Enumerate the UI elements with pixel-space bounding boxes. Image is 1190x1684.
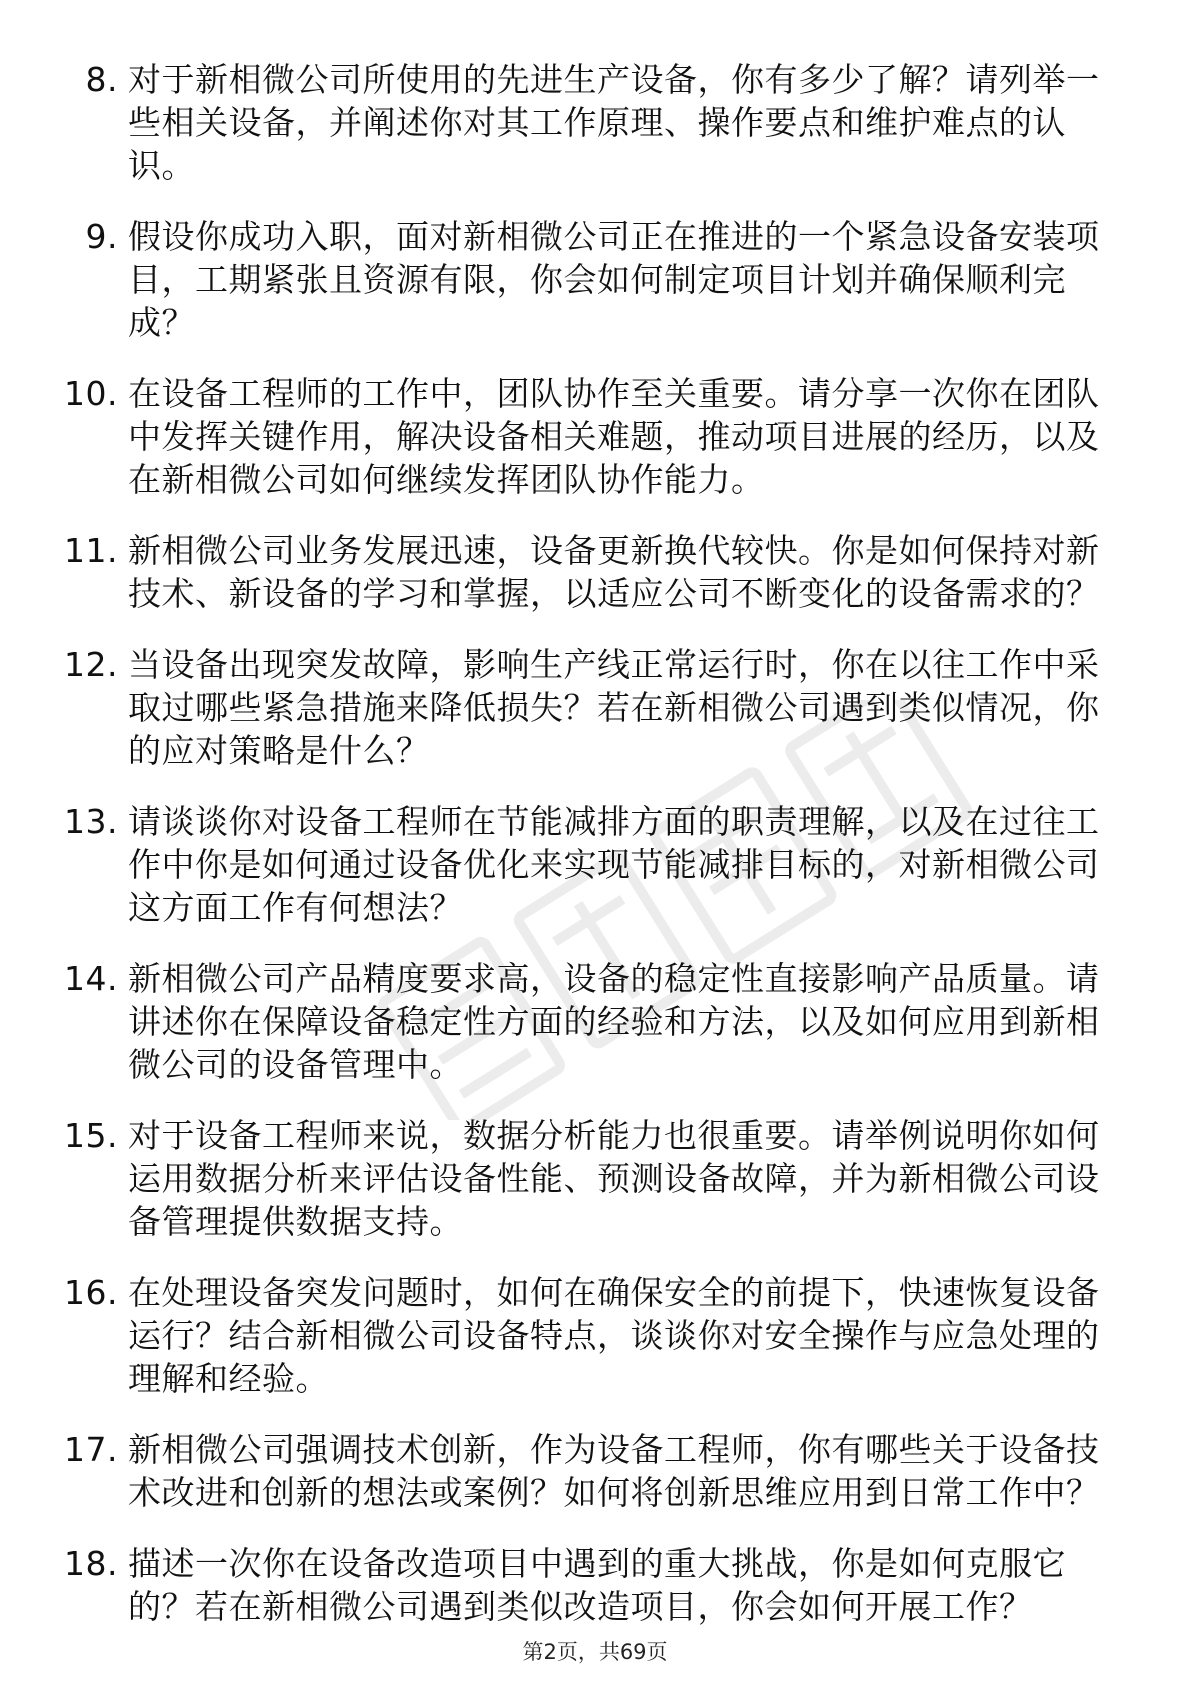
- question-number: 17.: [64, 1430, 118, 1469]
- question-number: 11.: [64, 531, 118, 570]
- question-number: 14.: [64, 959, 118, 998]
- question-item-17: [64, 1428, 1102, 1514]
- question-text: 在设备工程师的工作中，团队协作至关重要。请分享一次你在团队中发挥关键作用，解决设备相关难题，推动项目进展的经历，以及在新相微公司如何继续发挥团队协作能力。: [128, 374, 1100, 499]
- question-number: 16.: [64, 1273, 118, 1312]
- question-number: 12.: [64, 645, 118, 684]
- question-number: 10.: [64, 374, 118, 413]
- question-item-18: [64, 1542, 1102, 1628]
- page-footer: [0, 1636, 1190, 1666]
- question-item-16: [64, 1271, 1102, 1400]
- question-text: 对于设备工程师来说，数据分析能力也很重要。请举例说明你如何运用数据分析来评估设备性能、预测设备故障，并为新相微公司设备管理提供数据支持。: [128, 1116, 1100, 1241]
- question-number: 15.: [64, 1116, 118, 1155]
- question-item-12: [64, 643, 1102, 772]
- page-number-label: 第2页，共69页: [522, 1640, 668, 1664]
- question-item-14: [64, 957, 1102, 1086]
- question-text: 当设备出现突发故障，影响生产线正常运行时，你在以往工作中采取过哪些紧急措施来降低损失？若在新相微公司遇到类似情况，你的应对策略是什么？: [128, 645, 1100, 770]
- question-item-8: [72, 58, 1102, 187]
- question-text: 新相微公司业务发展迅速，设备更新换代较快。你是如何保持对新技术、新设备的学习和掌握，以适应公司不断变化的设备需求的？: [128, 531, 1100, 613]
- question-number: 13.: [64, 802, 118, 841]
- question-number: 18.: [64, 1544, 118, 1583]
- question-text: 假设你成功入职，面对新相微公司正在推进的一个紧急设备安装项目，工期紧张且资源有限，你会如何制定项目计划并确保顺利完成？: [128, 217, 1100, 342]
- question-item-9: [72, 215, 1102, 344]
- question-number: 9.: [85, 217, 118, 256]
- question-text: 请谈谈你对设备工程师在节能减排方面的职责理解，以及在过往工作中你是如何通过设备优化来实现节能减排目标的，对新相微公司这方面工作有何想法？: [128, 802, 1100, 927]
- question-text: 对于新相微公司所使用的先进生产设备，你有多少了解？请列举一些相关设备，并阐述你对其工作原理、操作要点和维护难点的认识。: [128, 60, 1100, 185]
- question-item-15: [64, 1114, 1102, 1243]
- question-text: 在处理设备突发问题时，如何在确保安全的前提下，快速恢复设备运行？结合新相微公司设备特点，谈谈你对安全操作与应急处理的理解和经验。: [128, 1273, 1100, 1398]
- question-item-10: [64, 372, 1102, 501]
- question-text: 新相微公司强调技术创新，作为设备工程师，你有哪些关于设备技术改进和创新的想法或案例？如何将创新思维应用到日常工作中？: [128, 1430, 1100, 1512]
- question-number: 8.: [85, 60, 118, 99]
- question-item-11: [64, 529, 1102, 615]
- question-text: 描述一次你在设备改造项目中遇到的重大挑战，你是如何克服它的？若在新相微公司遇到类似改造项目，你会如何开展工作？: [128, 1544, 1066, 1626]
- question-item-13: [64, 800, 1102, 929]
- question-text: 新相微公司产品精度要求高，设备的稳定性直接影响产品质量。请讲述你在保障设备稳定性方面的经验和方法，以及如何应用到新相微公司的设备管理中。: [128, 959, 1100, 1084]
- question-list: [64, 58, 1102, 1656]
